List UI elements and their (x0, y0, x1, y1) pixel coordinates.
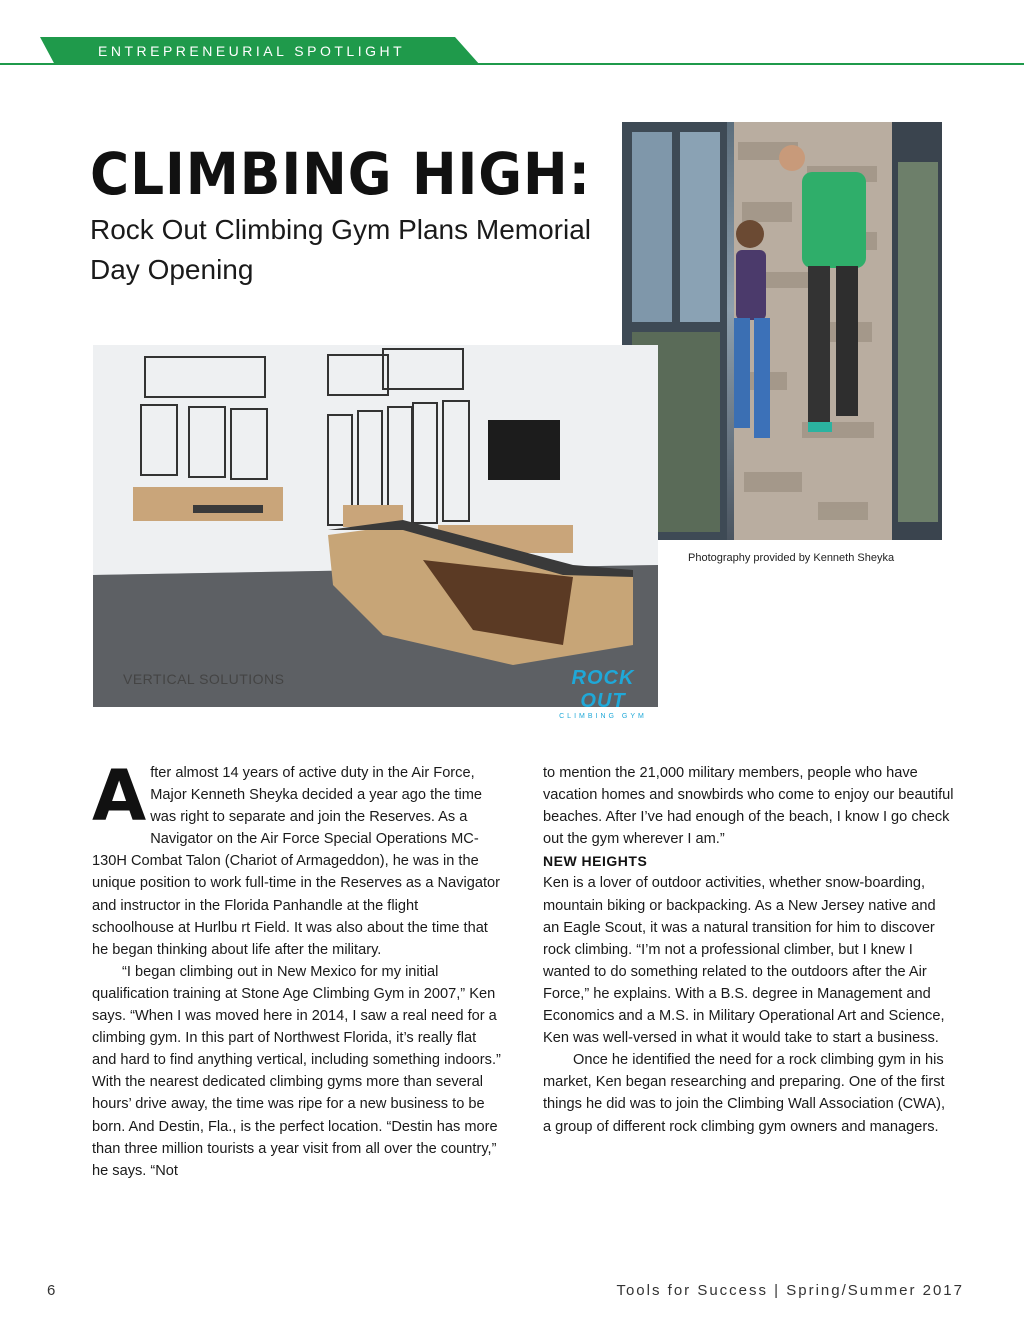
article-subtitle: Rock Out Climbing Gym Plans Memorial Day Opening (90, 214, 592, 285)
paragraph: to mention the 21,000 military members, people who have vacation homes and snowbirds who come to enjoy our beautiful beaches. After I’ve had enough of the beach, I know I go check out the gym wherever I am.” (543, 765, 954, 848)
gym-rendering-photo (93, 345, 658, 720)
section-label: ENTREPRENEURIAL SPOTLIGHT (98, 43, 406, 59)
rock-out-logo-text: ROCK OUT (571, 667, 635, 712)
publication-footer: Tools for Success | Spring/Summer 2017 (616, 1282, 964, 1299)
body-column-left (92, 755, 502, 1182)
photo-caption: Photography provided by Kenneth Sheyka (688, 552, 895, 564)
section-heading: NEW HEIGHTS (543, 853, 648, 870)
paragraph-text: fter almost 14 years of active duty in the Air Force, Major Kenneth Sheyka decided a year ago the time was right to separate and join the Reserves. As a Navigator on the Air Force Special Operations MC-130H Combat Talon (Chariot of Armageddon), he was in the unique position to work full-time in the Reserves as a Navigator and instructor in the Florida Panhandle at the flight schoolhouse at Hurlbu rt Field. It was also about the time that he began thinking about life after the military. (92, 765, 501, 958)
article-title: CLIMBING HIGH: (90, 140, 591, 208)
paragraph (92, 755, 502, 961)
rock-out-logo (553, 667, 653, 720)
page-number: 6 (47, 1282, 56, 1299)
climbers-illustration (622, 122, 942, 540)
gym-rendering-illustration (93, 345, 658, 707)
vertical-solutions-logo: VERTICAL SOLUTIONS (123, 671, 285, 687)
dropcap: A (92, 755, 147, 837)
climbers-photo (622, 122, 942, 540)
paragraph: Ken is a lover of outdoor activities, whether snow-boarding, mountain biking or backpacking. As a New Jersey native and an Eagle Scout, it was a natural transition for him to discover rock climbing. “I’m not a professional climber, but I knew I wanted to do something related to the outdoors after the Air Force,” he explains. With a B.S. degree in Management and Economics and a M.S. in Military Operational Art and Science, Ken was well-versed in what it would take to start a business. (543, 875, 945, 1047)
rock-out-logo-subtext: CLIMBING GYM (559, 713, 647, 720)
body-column-right (543, 762, 955, 1138)
paragraph: “I began climbing out in New Mexico for my initial qualification training at Stone Age Climbing Gym in 2007,” Ken says. “When I was moved here in 2014, I saw a real need for a climbing gym. In this part of Northwest Florida, it’s really flat and hard to find anything vertical, including something indoors.” With the nearest dedicated climbing gyms more than several hours’ drive away, the time was ripe for a new business to be born. And Destin, Fla., is the perfect location. “Destin has more than three million tourists a year visit from all over the country,” he says. “Not (92, 963, 501, 1179)
paragraph: Once he identified the need for a rock climbing gym in his market, Ken began researching and preparing. One of the first things he did was to join the Climbing Wall Association (CWA), a group of different rock climbing gym owners and managers. (543, 1052, 946, 1135)
